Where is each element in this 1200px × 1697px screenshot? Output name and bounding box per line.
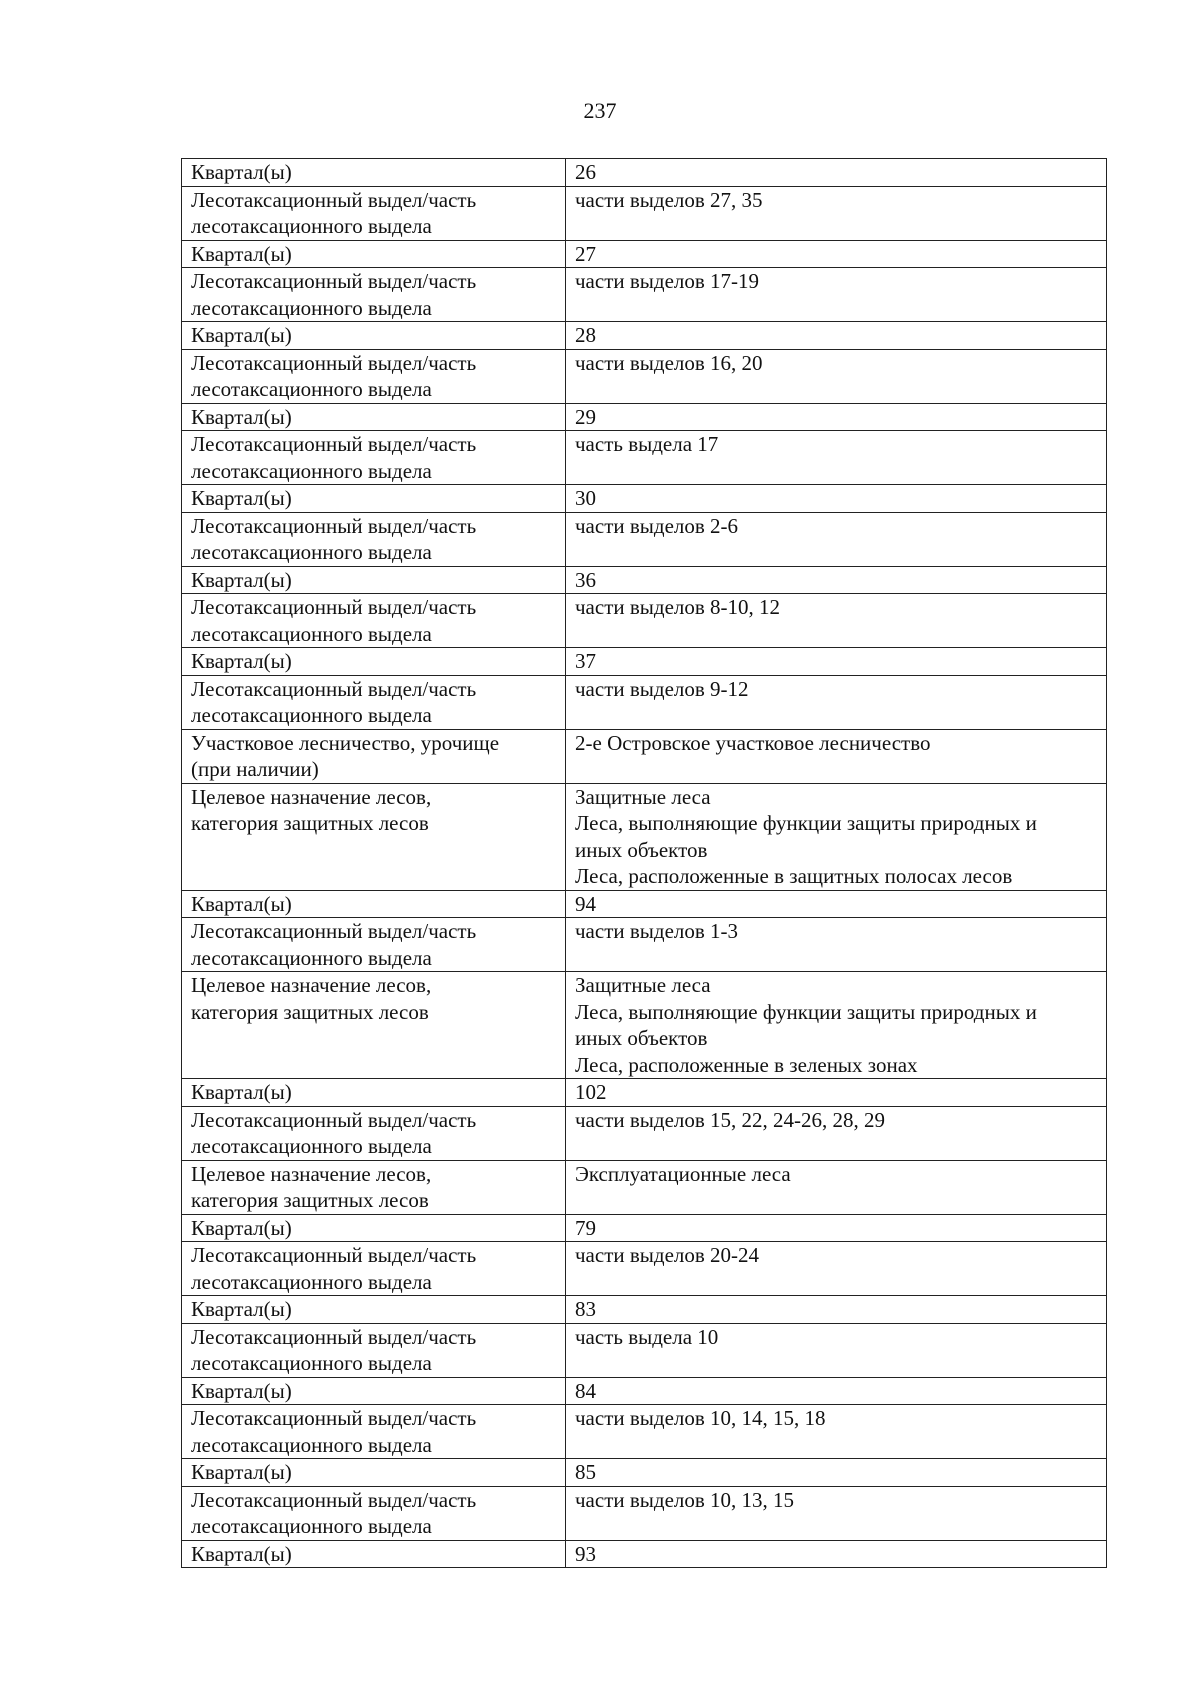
row-value-cell — [566, 186, 1107, 240]
row-value-cell — [566, 1106, 1107, 1160]
row-label-line: лесотаксационного выдела — [191, 214, 432, 238]
row-label-cell — [182, 1540, 566, 1568]
row-value-cell — [566, 1296, 1107, 1324]
table-row — [182, 566, 1107, 594]
table-row — [182, 1242, 1107, 1296]
row-label-cell — [182, 349, 566, 403]
table-row — [182, 729, 1107, 783]
row-value-cell — [566, 1242, 1107, 1296]
row-value-cell — [566, 783, 1107, 890]
table-row — [182, 1540, 1107, 1568]
row-value-line: 83 — [575, 1297, 596, 1321]
row-value-line: части выделов 10, 14, 15, 18 — [575, 1406, 826, 1430]
row-label-cell — [182, 485, 566, 513]
row-value-cell — [566, 566, 1107, 594]
row-label-cell — [182, 729, 566, 783]
row-label-line: Квартал(ы) — [191, 160, 292, 184]
row-label-cell — [182, 1214, 566, 1242]
row-label-cell — [182, 783, 566, 890]
row-value-cell — [566, 485, 1107, 513]
row-value-line: части выделов 10, 13, 15 — [575, 1487, 795, 1512]
row-label-line: лесотаксационного выдела — [191, 1269, 432, 1294]
table-row — [182, 1214, 1107, 1242]
row-label-line: Квартал(ы) — [191, 649, 292, 673]
row-label-line: Лесотаксационный выдел/часть — [191, 1406, 477, 1430]
row-label-line: Лесотаксационный выдел/часть — [191, 919, 477, 943]
row-label-cell — [182, 403, 566, 431]
row-value-cell — [566, 890, 1107, 918]
table-row — [182, 1296, 1107, 1324]
row-value-line: 93 — [575, 1541, 596, 1566]
row-label-cell — [182, 594, 566, 648]
row-label-line: лесотаксационного выдела — [191, 703, 432, 727]
table-row — [182, 1459, 1107, 1487]
row-value-line: Защитные леса — [575, 973, 711, 997]
table-row — [182, 431, 1107, 485]
table-row — [182, 512, 1107, 566]
table-row — [182, 594, 1107, 648]
row-value-line: части выделов 15, 22, 24-26, 28, 29 — [575, 1107, 886, 1132]
row-label-cell — [182, 431, 566, 485]
table-row — [182, 972, 1107, 1079]
row-value-line: Защитные леса — [575, 784, 711, 809]
row-value-line: части выделов 8-10, 12 — [575, 595, 781, 619]
row-value-cell — [566, 268, 1107, 322]
row-label-line: Лесотаксационный выдел/часть — [191, 513, 477, 538]
row-label-line: Лесотаксационный выдел/часть — [191, 187, 477, 212]
row-value-line: Леса, выполняющие функции защиты природных и — [575, 999, 1037, 1024]
table-row — [182, 918, 1107, 972]
row-value-cell — [566, 1323, 1107, 1377]
row-value-line: части выделов 20-24 — [575, 1243, 760, 1267]
row-label-line: Квартал(ы) — [191, 891, 292, 916]
row-label-cell — [182, 1405, 566, 1459]
row-label-cell — [182, 1160, 566, 1214]
row-label-line: Квартал(ы) — [191, 1215, 292, 1240]
row-label-cell — [182, 675, 566, 729]
row-label-line: Квартал(ы) — [191, 404, 292, 429]
row-label-line: лесотаксационного выдела — [191, 295, 432, 320]
row-value-cell — [566, 349, 1107, 403]
row-value-cell — [566, 1079, 1107, 1107]
row-label-line: Лесотаксационный выдел/часть — [191, 269, 477, 293]
row-value-cell — [566, 675, 1107, 729]
page-number: 237 — [583, 98, 617, 123]
row-value-cell — [566, 403, 1107, 431]
row-value-cell — [566, 159, 1107, 187]
row-label-cell — [182, 890, 566, 918]
row-label-line: Целевое назначение лесов, — [191, 973, 432, 997]
row-value-line: часть выдела 10 — [575, 1324, 719, 1349]
table-row — [182, 485, 1107, 513]
row-value-line: 28 — [575, 323, 596, 347]
row-value-line: 94 — [575, 891, 596, 916]
row-value-cell — [566, 240, 1107, 268]
row-value-cell — [566, 1377, 1107, 1405]
table-row — [182, 1079, 1107, 1107]
row-value-cell — [566, 512, 1107, 566]
row-value-line: 26 — [575, 160, 596, 184]
row-label-line: Целевое назначение лесов, — [191, 1161, 432, 1186]
table-row — [182, 1160, 1107, 1214]
table-row — [182, 648, 1107, 676]
row-label-cell — [182, 918, 566, 972]
row-label-line: Квартал(ы) — [191, 1541, 292, 1566]
table-row — [182, 403, 1107, 431]
table-row — [182, 349, 1107, 403]
row-label-cell — [182, 648, 566, 676]
row-value-line: иных объектов — [575, 837, 708, 862]
row-value-line: части выделов 1-3 — [575, 919, 739, 943]
row-label-cell — [182, 322, 566, 350]
row-value-line: 79 — [575, 1215, 596, 1240]
row-label-line: Квартал(ы) — [191, 1460, 292, 1484]
row-value-line: части выделов 9-12 — [575, 676, 749, 701]
table-row — [182, 268, 1107, 322]
row-label-line: лесотаксационного выдела — [191, 621, 432, 646]
row-value-line: 27 — [575, 241, 596, 266]
row-label-line: категория защитных лесов — [191, 811, 429, 835]
row-value-cell — [566, 322, 1107, 350]
row-label-line: Лесотаксационный выдел/часть — [191, 1487, 477, 1512]
row-label-line: Квартал(ы) — [191, 241, 292, 266]
row-label-line: лесотаксационного выдела — [191, 1351, 432, 1375]
row-label-line: Квартал(ы) — [191, 486, 292, 510]
row-value-cell — [566, 729, 1107, 783]
table-row — [182, 1106, 1107, 1160]
row-label-line: Квартал(ы) — [191, 567, 292, 592]
row-label-line: лесотаксационного выдела — [191, 1432, 432, 1457]
row-value-line: 2-е Островское участковое лесничество — [575, 730, 931, 755]
row-value-line: Леса, расположенные в зеленых зонах — [575, 1052, 918, 1077]
row-label-line: категория защитных лесов — [191, 999, 429, 1024]
row-label-line: Лесотаксационный выдел/часть — [191, 350, 477, 375]
row-label-cell — [182, 1106, 566, 1160]
table-row — [182, 1377, 1107, 1405]
row-value-cell — [566, 1214, 1107, 1242]
row-label-line: Лесотаксационный выдел/часть — [191, 595, 477, 619]
row-value-cell — [566, 431, 1107, 485]
row-label-line: лесотаксационного выдела — [191, 1514, 432, 1538]
table-row — [182, 783, 1107, 890]
row-label-cell — [182, 1079, 566, 1107]
row-value-cell — [566, 918, 1107, 972]
row-label-line: Лесотаксационный выдел/часть — [191, 676, 477, 701]
row-value-line: 36 — [575, 567, 596, 592]
row-label-line: Лесотаксационный выдел/часть — [191, 432, 477, 456]
table-row — [182, 186, 1107, 240]
row-label-cell — [182, 1323, 566, 1377]
row-value-line: части выделов 2-6 — [575, 513, 739, 538]
row-label-line: лесотаксационного выдела — [191, 540, 432, 564]
row-value-cell — [566, 1160, 1107, 1214]
row-label-line: Лесотаксационный выдел/часть — [191, 1107, 477, 1132]
row-label-line: лесотаксационного выдела — [191, 1134, 432, 1158]
row-label-line: Участковое лесничество, урочище — [191, 730, 500, 755]
row-label-line: категория защитных лесов — [191, 1188, 429, 1212]
table-row — [182, 322, 1107, 350]
row-value-line: 29 — [575, 404, 596, 429]
row-value-line: Леса, выполняющие функции защиты природных и — [575, 811, 1037, 835]
table-body — [182, 159, 1107, 1568]
row-value-cell — [566, 1540, 1107, 1568]
row-label-line: Квартал(ы) — [191, 1378, 292, 1403]
forest-plots-table — [181, 158, 1107, 1568]
table-row — [182, 159, 1107, 187]
row-label-cell — [182, 186, 566, 240]
row-label-cell — [182, 512, 566, 566]
table-row — [182, 1405, 1107, 1459]
row-label-line: лесотаксационного выдела — [191, 377, 432, 401]
row-label-line: Целевое назначение лесов, — [191, 784, 432, 809]
row-value-line: Леса, расположенные в защитных полосах лесов — [575, 864, 1013, 888]
table-row — [182, 890, 1107, 918]
row-value-line: иных объектов — [575, 1026, 708, 1050]
row-label-cell — [182, 1296, 566, 1324]
row-value-line: 37 — [575, 649, 596, 673]
row-value-cell — [566, 972, 1107, 1079]
row-label-line: (при наличии) — [191, 757, 319, 781]
row-label-cell — [182, 1377, 566, 1405]
row-value-line: 102 — [575, 1080, 607, 1104]
row-label-cell — [182, 1486, 566, 1540]
row-label-cell — [182, 159, 566, 187]
row-label-cell — [182, 268, 566, 322]
row-value-cell — [566, 648, 1107, 676]
row-label-cell — [182, 566, 566, 594]
row-value-cell — [566, 1405, 1107, 1459]
row-label-cell — [182, 972, 566, 1079]
table-row — [182, 1323, 1107, 1377]
row-value-line: 85 — [575, 1460, 596, 1484]
row-label-line: Квартал(ы) — [191, 323, 292, 347]
row-value-cell — [566, 594, 1107, 648]
row-value-line: части выделов 16, 20 — [575, 350, 763, 375]
row-value-line: части выделов 27, 35 — [575, 187, 763, 212]
row-label-cell — [182, 240, 566, 268]
table-row — [182, 240, 1107, 268]
row-label-cell — [182, 1459, 566, 1487]
row-label-cell — [182, 1242, 566, 1296]
row-label-line: лесотаксационного выдела — [191, 458, 432, 483]
row-value-line: Эксплуатационные леса — [575, 1161, 791, 1186]
table-row — [182, 1486, 1107, 1540]
row-value-cell — [566, 1459, 1107, 1487]
row-label-line: Квартал(ы) — [191, 1080, 292, 1104]
row-label-line: Лесотаксационный выдел/часть — [191, 1324, 477, 1349]
row-label-line: Лесотаксационный выдел/часть — [191, 1243, 477, 1267]
row-label-line: Квартал(ы) — [191, 1297, 292, 1321]
row-value-line: часть выдела 17 — [575, 432, 719, 456]
row-value-line: 30 — [575, 486, 596, 510]
row-value-line: части выделов 17-19 — [575, 269, 760, 293]
row-label-line: лесотаксационного выдела — [191, 945, 432, 970]
table-row — [182, 675, 1107, 729]
row-value-line: 84 — [575, 1378, 596, 1403]
row-value-cell — [566, 1486, 1107, 1540]
